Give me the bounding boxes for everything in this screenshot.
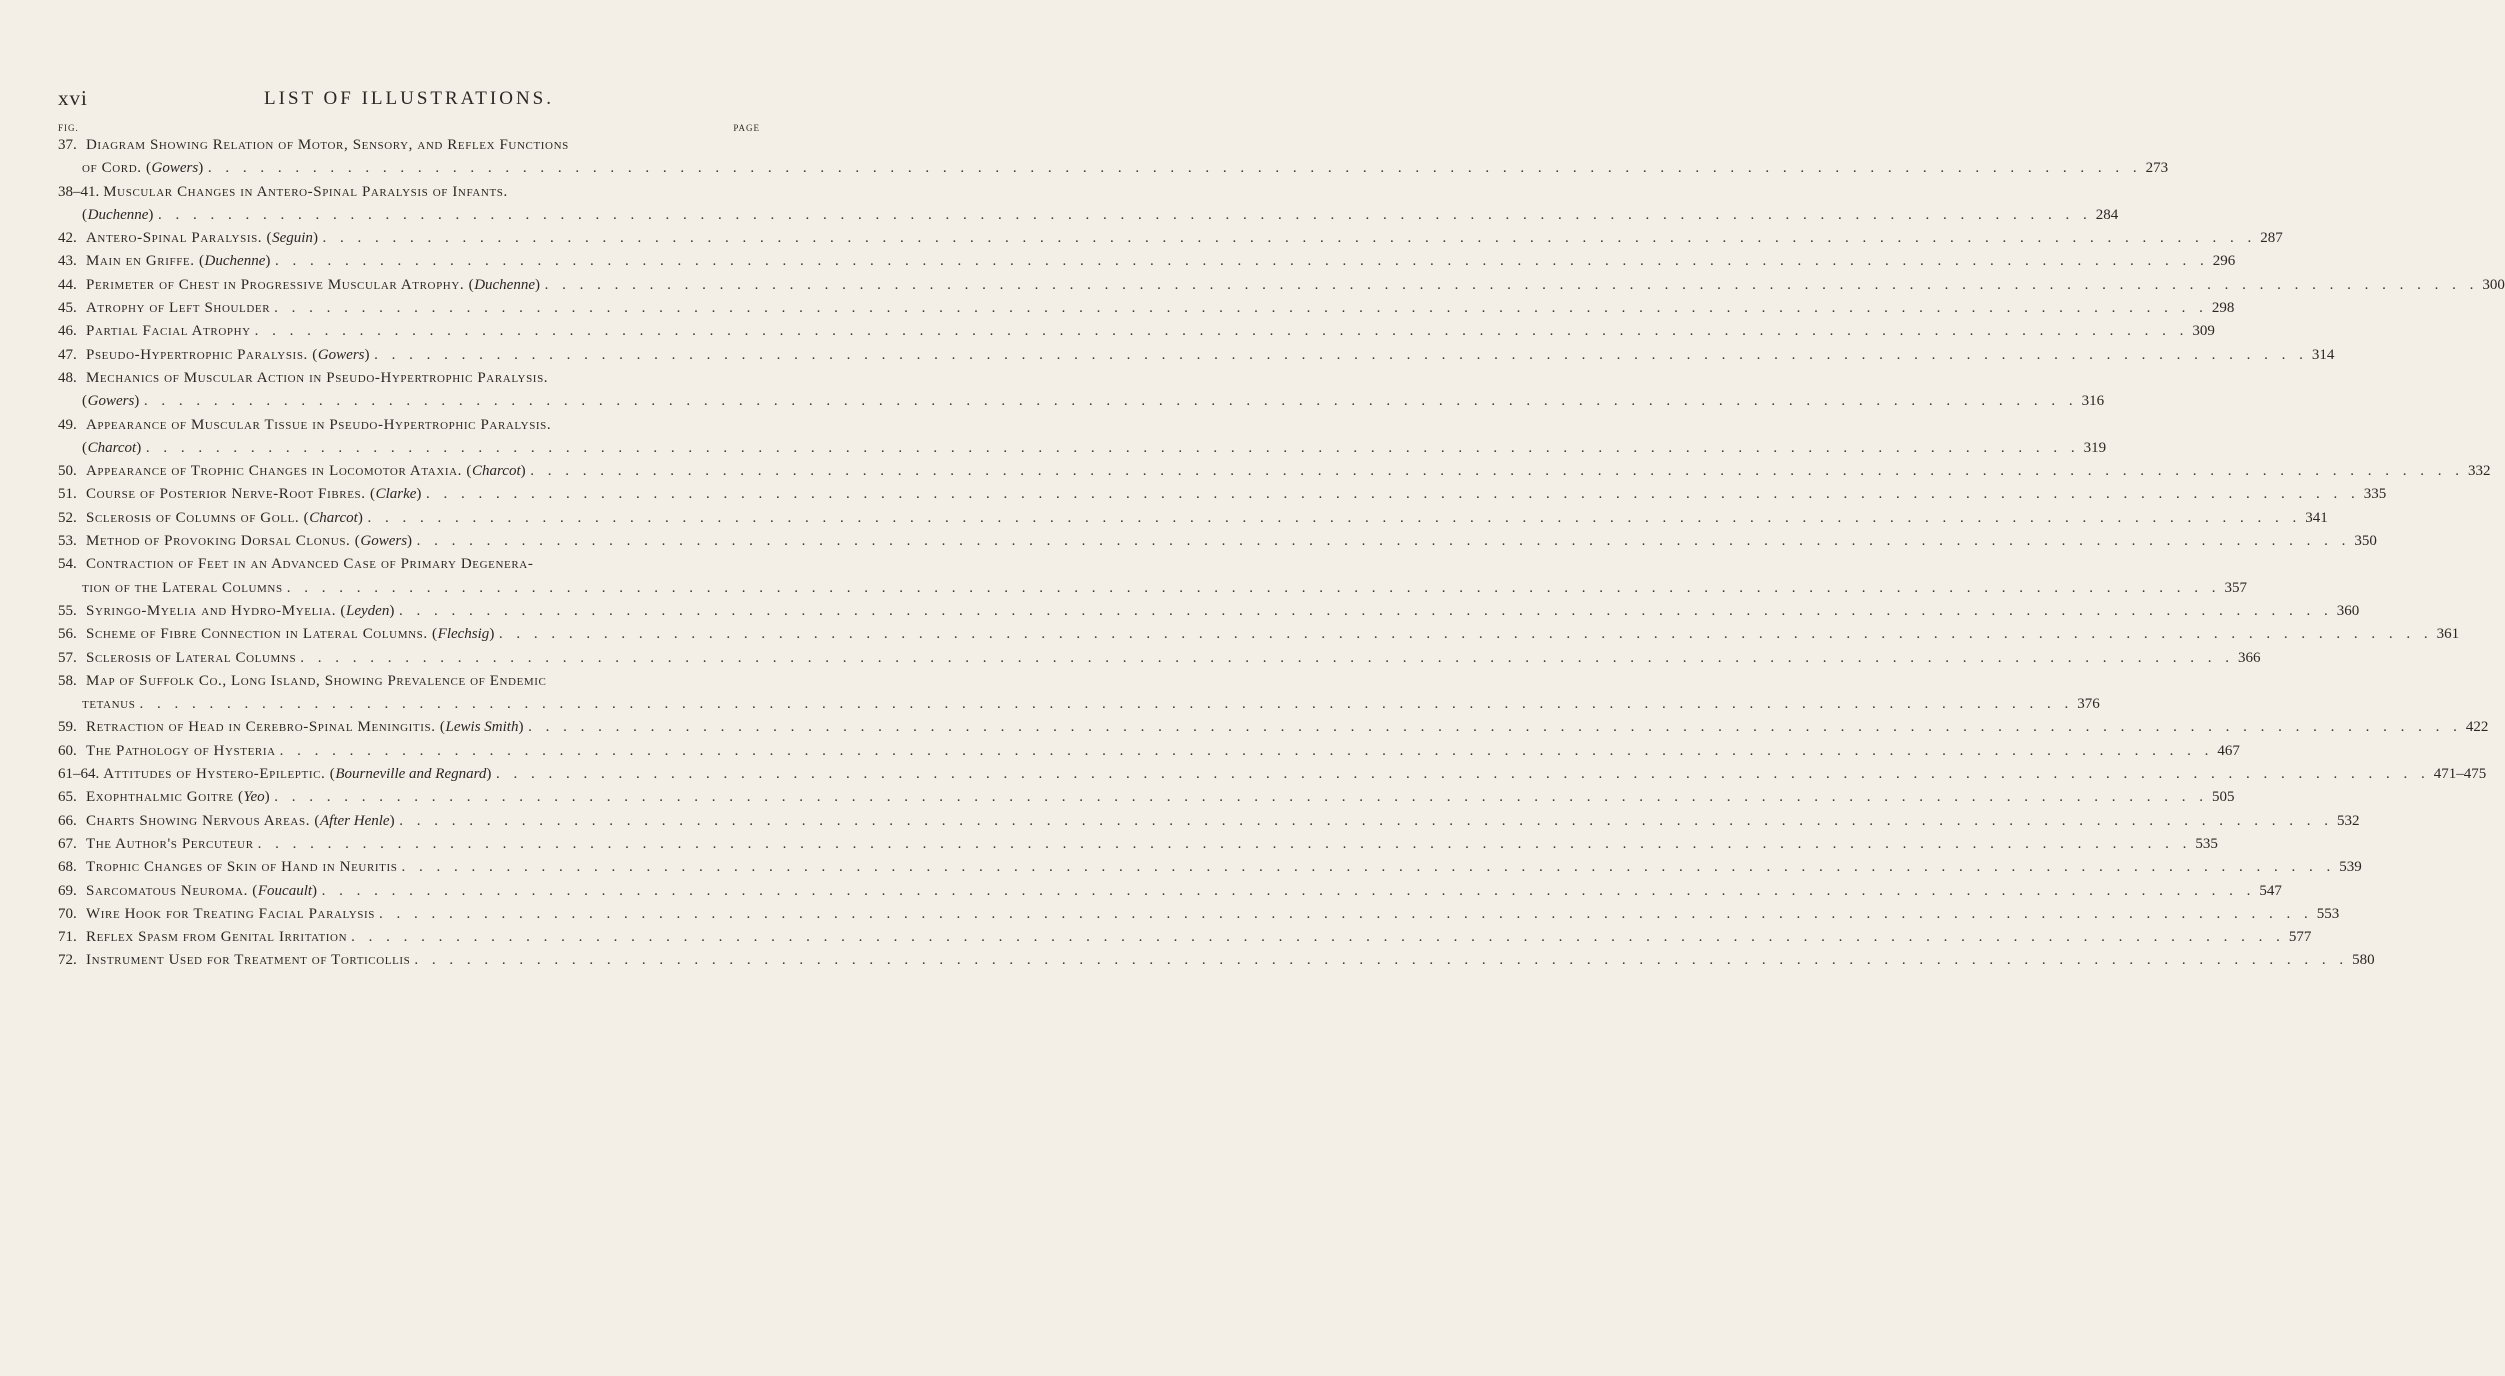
- figure-number: 47.: [58, 346, 77, 363]
- figure-author: Seguin: [272, 230, 313, 247]
- entry-line: [58, 926, 2312, 949]
- dot-leader: [276, 740, 2218, 763]
- figure-author: Charcot: [309, 509, 358, 526]
- list-item: [58, 810, 2360, 833]
- list-item: [58, 367, 2105, 414]
- list-item: [58, 181, 2119, 228]
- figure-title: Course of Posterior Nerve-Root Fibres. (Clarke): [86, 486, 422, 503]
- entry-line: [58, 810, 2360, 833]
- figure-title: [86, 647, 296, 670]
- list-item: [58, 320, 2215, 343]
- list-item: [58, 507, 2328, 530]
- entry-line: [58, 786, 2235, 809]
- list-item: [58, 647, 2261, 670]
- page-reference: 309: [2192, 323, 2215, 340]
- figure-title-text: tetanus: [82, 696, 136, 713]
- list-item: [58, 553, 2247, 600]
- figure-title: [86, 856, 397, 879]
- entry-line: [58, 227, 2283, 250]
- entry-line: [58, 274, 2505, 297]
- entry-line: [58, 600, 2360, 623]
- figure-title: [86, 134, 569, 157]
- page-column-label: PAGE: [733, 123, 760, 133]
- figure-title: Charts Showing Nervous Areas. (After Henle): [86, 812, 396, 829]
- figure-title: Appearance of Trophic Changes in Locomotor Ataxia. (Charcot): [86, 463, 527, 480]
- figure-number: 37.: [58, 137, 77, 153]
- entry-line: [58, 740, 2240, 763]
- entry-line: [58, 903, 2340, 926]
- figure-title-text: Scheme of Fibre Connection in Lateral Columns.: [86, 626, 428, 643]
- dot-leader: [270, 297, 2212, 320]
- list-item: [58, 134, 2169, 181]
- dot-leader: [204, 157, 2146, 180]
- figure-number: 71.: [58, 929, 77, 946]
- dot-leader: [524, 716, 2466, 739]
- list-item: [58, 483, 2387, 506]
- figure-title: [86, 949, 410, 972]
- figure-title-text: of Cord.: [82, 160, 142, 177]
- figure-author: Gowers: [151, 160, 199, 177]
- list-item: [58, 623, 2460, 646]
- figure-title: Retraction of Head in Cerebro-Spinal Meningitis. (Lewis Smith): [86, 719, 525, 736]
- entry-line: [58, 716, 2489, 739]
- dot-leader: [495, 623, 2437, 646]
- dot-leader: [283, 577, 2225, 600]
- figure-author: Gowers: [360, 533, 408, 550]
- figure-title-text: The Pathology of Hysteria: [86, 742, 276, 759]
- figure-title: of Cord. (Gowers): [82, 160, 204, 177]
- figure-number: 43.: [58, 253, 77, 270]
- figure-author: Charcot: [87, 439, 137, 456]
- entry-line: [58, 949, 2375, 972]
- figure-title: [86, 903, 375, 926]
- entry-line: [58, 460, 2491, 483]
- figure-author: Yeo: [243, 789, 265, 806]
- figure-number: 50.: [58, 463, 77, 480]
- list-item: [58, 949, 2375, 972]
- figure-title: [86, 320, 251, 343]
- page-reference: 505: [2212, 789, 2235, 806]
- figure-author: Lewis Smith: [445, 719, 519, 736]
- figure-title: Method of Provoking Dorsal Clonus. (Gowers): [86, 533, 413, 550]
- list-item: [58, 833, 2218, 856]
- list-item: [58, 530, 2377, 553]
- figure-title-text: Atrophy of Left Shoulder: [86, 300, 271, 317]
- dot-leader: [410, 949, 2352, 972]
- page-reference: 580: [2352, 952, 2375, 969]
- figure-title: Perimeter of Chest in Progressive Muscular Atrophy. (Duchenne): [86, 276, 541, 293]
- entry-line: [58, 367, 760, 390]
- entry-line: [58, 833, 2218, 856]
- entry-line: [58, 507, 2328, 530]
- figure-title-text: Appearance of Trophic Changes in Locomotor Ataxia.: [86, 463, 463, 480]
- running-title: LIST OF ILLUSTRATIONS.: [264, 88, 554, 109]
- entry-line: [58, 530, 2377, 553]
- list-item: [58, 716, 2489, 739]
- figure-author: After Henle: [320, 812, 390, 829]
- figure-number: 51.: [58, 486, 77, 503]
- figure-title: Pseudo-Hypertrophic Paralysis. (Gowers): [86, 346, 371, 363]
- list-item: [58, 227, 2283, 250]
- figure-number: 60.: [58, 742, 77, 759]
- figure-number: 54.: [58, 556, 77, 573]
- illustrations-list: [58, 134, 2505, 973]
- figure-title: [86, 670, 546, 693]
- page-reference: 332: [2467, 463, 2491, 480]
- figure-title: Main en Griffe. (Duchenne): [86, 253, 271, 270]
- figure-title: [86, 926, 347, 949]
- figure-number: 58.: [58, 672, 77, 689]
- figure-number: 53.: [58, 533, 77, 550]
- page-reference: 319: [2083, 439, 2107, 456]
- page-reference: 335: [2363, 486, 2387, 503]
- dot-leader: [271, 250, 2213, 273]
- page-reference: 298: [2211, 300, 2235, 317]
- figure-author: Foucault: [257, 882, 313, 899]
- figure-title-text: Charts Showing Nervous Areas.: [86, 812, 311, 829]
- figure-title: [86, 553, 533, 576]
- dot-leader: [395, 600, 2337, 623]
- figure-number: 65.: [58, 789, 77, 806]
- page-reference: 547: [2259, 882, 2282, 899]
- dot-leader: [254, 833, 2196, 856]
- figure-title: [86, 414, 551, 437]
- dot-leader: [422, 483, 2364, 506]
- dot-leader: [142, 437, 2084, 460]
- dot-leader: [251, 320, 2193, 343]
- entry-line: [58, 250, 2236, 273]
- page-reference: 376: [2077, 696, 2100, 713]
- page-reference: 341: [2305, 509, 2328, 526]
- figure-title-text: Exophthalmic Goitre: [86, 789, 234, 806]
- figure-author: Duchenne: [204, 253, 266, 270]
- list-item: [58, 903, 2340, 926]
- figure-title-text: Pseudo-Hypertrophic Paralysis.: [86, 346, 308, 363]
- figure-title: [82, 577, 283, 600]
- figure-title: Attitudes of Hystero-Epileptic. (Bourneville and Regnard): [103, 766, 493, 783]
- page-reference: 296: [2212, 253, 2236, 270]
- figure-title-text: Contraction of Feet in an Advanced Case of Primary Degenera-: [86, 556, 534, 573]
- entry-line: [58, 181, 760, 204]
- figure-title: [103, 181, 508, 204]
- figure-number: 45.: [58, 300, 77, 317]
- fig-column-label: FIG.: [58, 123, 79, 133]
- figure-title: Scheme of Fibre Connection in Lateral Columns. (Flechsig): [86, 626, 495, 643]
- dot-leader: [526, 460, 2468, 483]
- entry-line: [58, 344, 2335, 367]
- list-item: [58, 786, 2235, 809]
- entry-line: [58, 623, 2460, 646]
- figure-title: Syringo-Myelia and Hydro-Myelia. (Leyden): [86, 602, 395, 619]
- figure-title-text: Mechanics of Muscular Action in Pseudo-Hypertrophic Paralysis.: [86, 369, 549, 386]
- dot-leader: [397, 856, 2339, 879]
- list-item: [58, 250, 2236, 273]
- page-reference: 316: [2081, 393, 2105, 410]
- dot-leader: [296, 647, 2238, 670]
- entry-line: [58, 577, 2247, 600]
- list-item: [58, 926, 2312, 949]
- list-item: [58, 297, 2235, 320]
- entry-line: [58, 297, 2235, 320]
- figure-title-text: The Author's Percuteur: [86, 835, 254, 852]
- page-reference: 535: [2195, 835, 2218, 852]
- list-item: [58, 600, 2360, 623]
- entry-line: [58, 647, 2261, 670]
- dot-leader: [347, 926, 2289, 949]
- figure-title: [86, 740, 276, 763]
- figure-title: [86, 367, 548, 390]
- figure-author: Charcot: [472, 463, 521, 480]
- page-reference: 300: [2482, 276, 2505, 293]
- figure-title-text: Muscular Changes in Antero-Spinal Paralysis of Infants.: [103, 183, 508, 200]
- figure-title-text: Method of Provoking Dorsal Clonus.: [86, 533, 351, 550]
- page-reference: 361: [2436, 626, 2460, 643]
- figure-title-text: Trophic Changes of Skin of Hand in Neuritis: [86, 859, 398, 876]
- figure-title-text: Main en Griffe.: [86, 253, 195, 270]
- figure-title-text: Sclerosis of Columns of Goll.: [86, 509, 300, 526]
- figure-number: 66.: [58, 812, 77, 829]
- entry-line: [58, 553, 760, 576]
- figure-title-text: Attitudes of Hystero-Epileptic.: [103, 766, 326, 783]
- figure-number: 48.: [58, 369, 77, 386]
- page-reference: 360: [2336, 602, 2360, 619]
- entry-line: [58, 134, 760, 157]
- figure-number: 61–64.: [58, 766, 100, 783]
- entry-line: [58, 390, 2105, 413]
- figure-number: 70.: [58, 905, 77, 922]
- figure-author: Duchenne: [87, 206, 149, 223]
- figure-title-text: Instrument Used for Treatment of Torticollis: [86, 952, 411, 969]
- figure-title-text: Retraction of Head in Cerebro-Spinal Meningitis.: [86, 719, 436, 736]
- figure-title-text: Sarcomatous Neuroma.: [86, 882, 248, 899]
- page-reference: 532: [2336, 812, 2360, 829]
- page-number: xvi: [58, 86, 88, 110]
- entry-line: [58, 204, 2119, 227]
- figure-author: Flechsig: [437, 626, 490, 643]
- page-reference: 357: [2224, 579, 2247, 596]
- figure-title-text: Perimeter of Chest in Progressive Muscular Atrophy.: [86, 276, 465, 293]
- figure-title-text: Antero-Spinal Paralysis.: [86, 230, 263, 247]
- figure-number: 56.: [58, 626, 77, 643]
- dot-leader: [541, 274, 2483, 297]
- figure-number: 69.: [58, 882, 77, 899]
- figure-number: 49.: [58, 416, 77, 433]
- entry-line: [58, 483, 2387, 506]
- list-item: [58, 856, 2362, 879]
- entry-line: [58, 320, 2215, 343]
- dot-leader: [140, 390, 2082, 413]
- figure-title-text: Course of Posterior Nerve-Root Fibres.: [86, 486, 366, 503]
- page-reference: 366: [2237, 649, 2261, 666]
- figure-number: 38–41.: [58, 183, 100, 200]
- page-reference: 467: [2217, 742, 2240, 759]
- list-item: [58, 414, 2107, 461]
- dot-leader: [318, 880, 2260, 903]
- figure-number: 57.: [58, 649, 77, 666]
- figure-title: (Gowers): [82, 393, 140, 410]
- dot-leader: [270, 786, 2212, 809]
- figure-number: 68.: [58, 859, 77, 876]
- list-item: [58, 460, 2491, 483]
- figure-title-text: Syringo-Myelia and Hydro-Myelia.: [86, 602, 337, 619]
- list-item: [58, 880, 2282, 903]
- figure-title-text: Reflex Spasm from Genital Irritation: [86, 929, 348, 946]
- figure-number: 42.: [58, 230, 77, 247]
- page-reference: 284: [2095, 206, 2119, 223]
- dot-leader: [370, 344, 2312, 367]
- figure-number: 67.: [58, 835, 77, 852]
- page-reference: 539: [2339, 859, 2362, 876]
- dot-leader: [363, 507, 2305, 530]
- page-reference: 471–475: [2433, 766, 2487, 783]
- entry-line: [58, 437, 2107, 460]
- figure-number: 44.: [58, 276, 77, 293]
- entry-line: [58, 856, 2362, 879]
- figure-title-text: tion of the Lateral Columns: [82, 579, 283, 596]
- figure-title-text: Map of Suffolk Co., Long Island, Showing Prevalence of Endemic: [86, 672, 547, 689]
- page-reference: 577: [2288, 929, 2312, 946]
- figure-title: Sarcomatous Neuroma. (Foucault): [86, 882, 318, 899]
- figure-number: 72.: [58, 952, 77, 969]
- dot-leader: [375, 903, 2317, 926]
- page-reference: 422: [2465, 719, 2489, 736]
- page-reference: 553: [2316, 905, 2340, 922]
- figure-title: (Charcot): [82, 439, 142, 456]
- figure-title-text: Sclerosis of Lateral Columns: [86, 649, 297, 666]
- dot-leader: [135, 693, 2077, 716]
- figure-title-text: Diagram Showing Relation of Motor, Sensory, and Reflex Functions: [86, 137, 569, 153]
- list-item: [58, 344, 2335, 367]
- figure-title: (Duchenne): [82, 206, 155, 223]
- entry-line: [58, 880, 2282, 903]
- figure-title: [86, 833, 254, 856]
- figure-title-text: Partial Facial Atrophy: [86, 323, 251, 340]
- page-reference: 314: [2311, 346, 2335, 363]
- figure-author: Bourneville and Regnard: [335, 766, 487, 783]
- list-item: [58, 740, 2240, 763]
- figure-number: 52.: [58, 509, 77, 526]
- figure-author: Leyden: [346, 602, 390, 619]
- figure-number: 46.: [58, 323, 77, 340]
- figure-title: [86, 297, 270, 320]
- figure-title-text: Appearance of Muscular Tissue in Pseudo-Hypertrophic Paralysis.: [86, 416, 552, 433]
- figure-author: Duchenne: [474, 276, 535, 293]
- dot-leader: [154, 204, 2096, 227]
- list-item: [58, 274, 2505, 297]
- figure-title: Sclerosis of Columns of Goll. (Charcot): [86, 509, 364, 526]
- figure-title: [82, 693, 135, 716]
- dot-leader: [319, 227, 2261, 250]
- figure-title: Exophthalmic Goitre (Yeo): [86, 789, 271, 806]
- list-item: [58, 670, 2100, 717]
- entry-line: [58, 670, 760, 693]
- page-reference: 287: [2260, 230, 2283, 247]
- entry-line: [58, 693, 2100, 716]
- figure-author: Gowers: [317, 346, 365, 363]
- figure-author: Gowers: [87, 393, 135, 410]
- figure-number: 55.: [58, 602, 77, 619]
- entry-line: [58, 414, 760, 437]
- page-header: [58, 86, 760, 116]
- entry-line: [58, 157, 2169, 180]
- figure-number: 59.: [58, 719, 77, 736]
- page-reference: 273: [2145, 160, 2169, 177]
- entry-line: [58, 763, 2487, 786]
- list-item: [58, 763, 2487, 786]
- figure-author: Clarke: [375, 486, 417, 503]
- figure-title-text: Wire Hook for Treating Facial Paralysis: [86, 905, 376, 922]
- figure-title: Antero-Spinal Paralysis. (Seguin): [86, 230, 319, 247]
- dot-leader: [413, 530, 2355, 553]
- dot-leader: [395, 810, 2337, 833]
- page-reference: 350: [2354, 533, 2377, 550]
- dot-leader: [492, 763, 2434, 786]
